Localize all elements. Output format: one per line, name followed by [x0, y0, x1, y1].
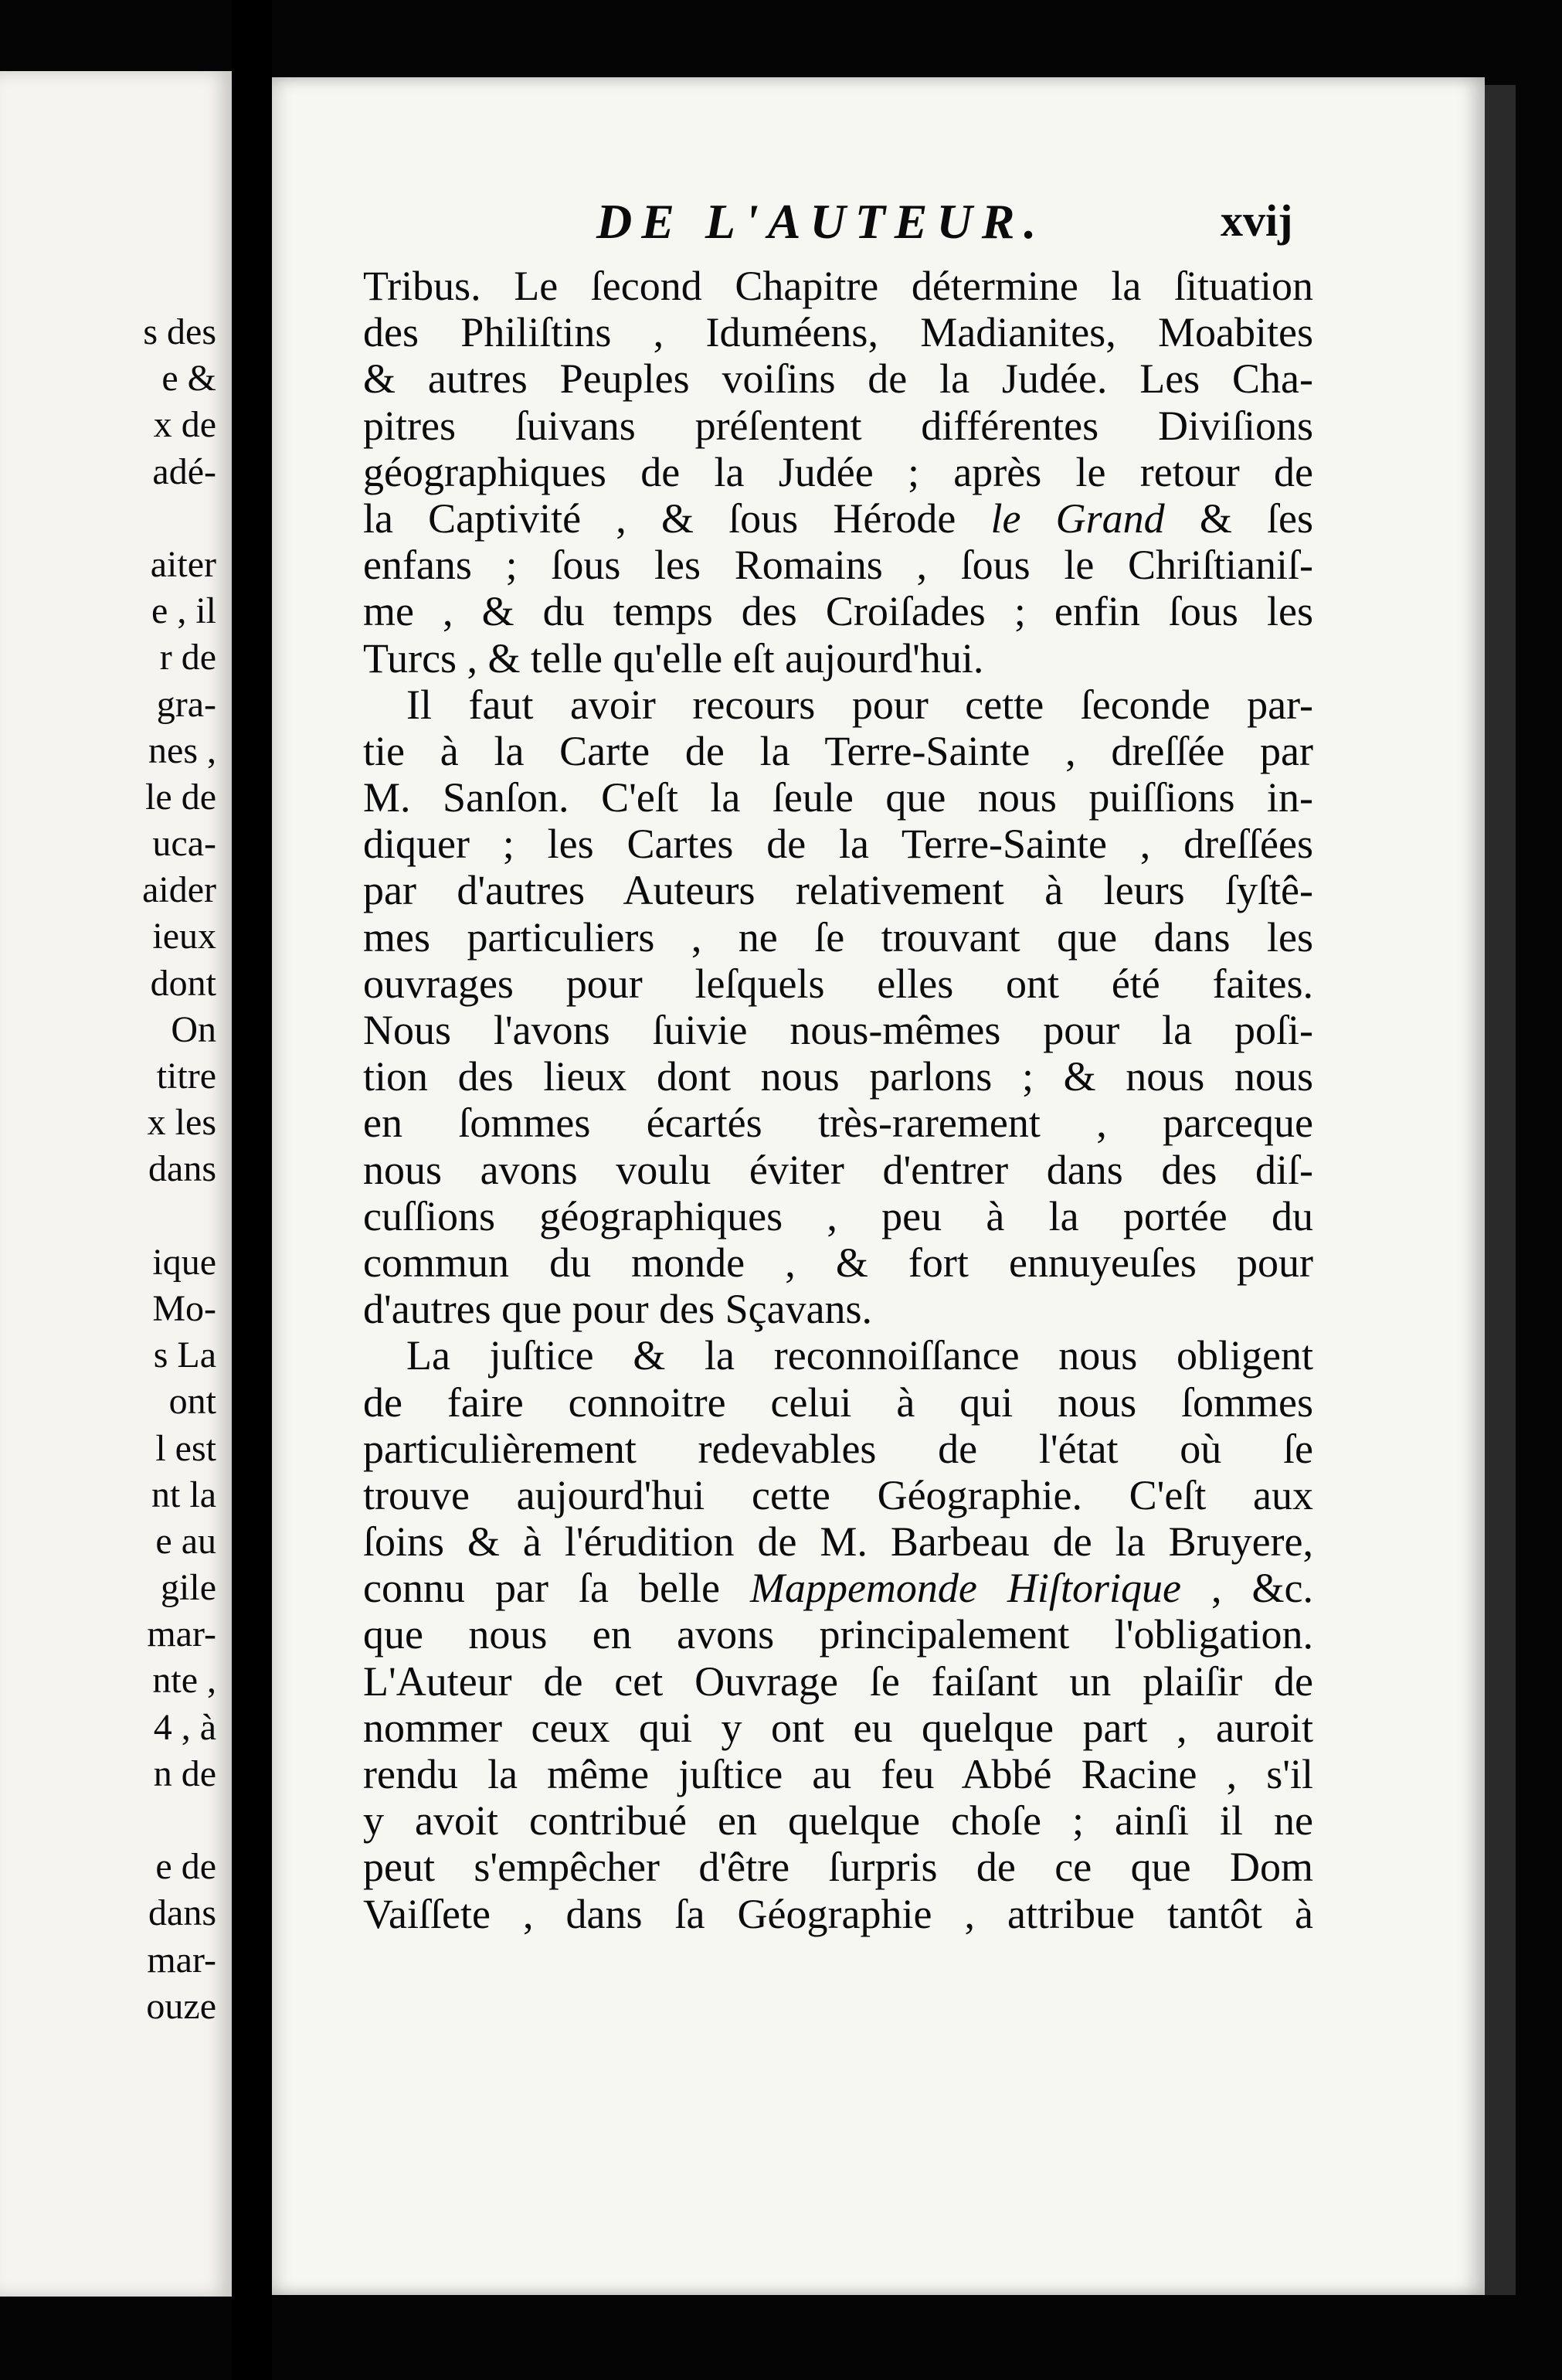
page-edge	[1485, 85, 1516, 2295]
running-head	[272, 193, 1485, 255]
text-line: d'autres que pour des Sçavans.	[363, 1286, 873, 1333]
book-gutter	[232, 0, 272, 2380]
text-line: nommer ceux qui y ont eu quelque part , auroit	[363, 1704, 1313, 1751]
text-line: connu par ſa belle Mappemonde Hiſtorique , &c.	[363, 1565, 1313, 1612]
left-page-line: nt la	[151, 1474, 216, 1515]
text-line: y avoit contribué en quelque choſe ; ainſi il ne	[363, 1797, 1313, 1844]
text-line: ſoins & à l'érudition de M. Barbeau de la Bruyere,	[363, 1518, 1313, 1566]
left-page-line: nte ,	[152, 1660, 216, 1702]
left-page-line	[142, 495, 216, 542]
left-page-line: On	[171, 1008, 216, 1050]
left-page-line: ouze	[146, 1985, 216, 2027]
right-page	[272, 77, 1485, 2295]
running-title: DE L'AUTEUR.	[596, 194, 1046, 249]
left-page-line: adé-	[152, 450, 216, 492]
text-line: pitres ſuivans préſentent différentes Diviſions	[363, 402, 1313, 449]
text-line: Turcs , & telle qu'elle eſt aujourd'hui.	[363, 634, 984, 682]
text-line: ouvrages pour leſquels elles ont été faites.	[363, 960, 1313, 1007]
page-number: xvij	[1221, 196, 1293, 246]
italic-phrase: Mappemonde Hiſtorique	[749, 1565, 1181, 1612]
text-line: mes particuliers , ne ſe trouvant que dans les	[363, 913, 1313, 960]
left-page-line	[142, 1797, 216, 1844]
left-page-fragment	[0, 71, 232, 2297]
left-page-line: dont	[150, 962, 216, 1004]
text-line: L'Auteur de cet Ouvrage ſe faiſant un plaiſir de	[363, 1658, 1313, 1705]
left-page-line: x de	[153, 404, 216, 446]
left-page-text-column	[142, 309, 216, 2030]
text-line: en ſommes écartés très-rarement , parceque	[363, 1100, 1313, 1147]
left-page-line: l est	[155, 1427, 216, 1469]
text-line: me , & du temps des Croiſades ; enfin ſous les	[363, 588, 1313, 635]
left-page-line: aiter	[150, 543, 216, 585]
text-line: nous avons voulu éviter d'entrer dans des diſ-	[363, 1146, 1313, 1193]
text-line: Il faut avoir recours pour cette ſeconde par-	[406, 681, 1313, 728]
left-page-line: titre	[156, 1056, 216, 1096]
text-line: M. Sanſon. C'eſt la ſeule que nous puiſſions in-	[363, 774, 1313, 821]
left-page-line: e au	[155, 1520, 216, 1562]
left-page-line: Mo-	[152, 1287, 216, 1329]
text-line: & autres Peuples voiſins de la Judée. Les Cha-	[363, 355, 1313, 403]
left-page-line: x les	[147, 1102, 216, 1144]
text-line: la Captivité , & ſous Hérode le Grand & ſes	[363, 495, 1313, 542]
left-page-line: ique	[152, 1241, 216, 1283]
italic-phrase: le Grand	[990, 495, 1165, 542]
text-line: diquer ; les Cartes de la Terre-Sainte , dreſſées	[363, 821, 1313, 868]
text-line: tie à la Carte de la Terre-Sainte , dreſſée par	[363, 727, 1313, 774]
left-page-line: nes ,	[148, 729, 216, 771]
left-page-line: e , il	[151, 590, 216, 632]
left-page-line: uca-	[152, 823, 216, 865]
left-page-line: s La	[153, 1334, 216, 1376]
left-page-line: 4 , à	[153, 1706, 216, 1748]
text-line: peut s'empêcher d'être ſurpris de ce que Dom	[363, 1844, 1313, 1891]
left-page-line: r de	[159, 637, 216, 678]
left-page-line: s des	[143, 311, 216, 352]
left-page-line: ieux	[152, 916, 216, 957]
left-page-line: e de	[155, 1846, 216, 1888]
left-page-line: le de	[145, 776, 216, 818]
text-line: enfans ; ſous les Romains , ſous le Chriſtianiſ-	[363, 542, 1313, 589]
text-line: La juſtice & la reconnoiſſance nous obligent	[406, 1332, 1313, 1379]
text-line: commun du monde , & fort ennuyeuſes pour	[363, 1239, 1313, 1286]
left-page-line	[142, 1193, 216, 1239]
text-line: géographiques de la Judée ; après le retour de	[363, 448, 1313, 495]
body-text	[363, 263, 1313, 1937]
left-page-line: ont	[168, 1381, 216, 1423]
text-line: tion des lieux dont nous parlons ; & nous nous	[363, 1053, 1313, 1100]
text-line: par d'autres Auteurs relativement à leurs ſyſtê-	[363, 867, 1313, 914]
text-line: Nous l'avons ſuivie nous-mêmes pour la poſi-	[363, 1007, 1313, 1053]
left-page-line: dans	[148, 1892, 216, 1934]
left-page-line: mar-	[147, 1939, 216, 1980]
text-line: que nous en avons principalement l'obligation.	[363, 1611, 1313, 1658]
left-page-line: mar-	[147, 1613, 216, 1655]
text-line: trouve aujourd'hui cette Géographie. C'eſt aux	[363, 1471, 1313, 1518]
text-line: particulièrement redevables de l'état où ſe	[363, 1425, 1313, 1472]
left-page-line: dans	[148, 1148, 216, 1190]
text-line: des Philiſtins , Iduméens, Madianites, Moabites	[363, 309, 1313, 356]
text-line: Vaiſſete , dans ſa Géographie , attribue tantôt à	[363, 1890, 1313, 1937]
text-line: cuſſions géographiques , peu à la portée du	[363, 1192, 1313, 1239]
text-line: Tribus. Le ſecond Chapitre détermine la ſituation	[363, 263, 1313, 309]
left-page-line: gile	[161, 1567, 216, 1609]
text-line: rendu la même juſtice au feu Abbé Racine , s'il	[363, 1751, 1313, 1797]
left-page-line: aider	[142, 869, 216, 911]
left-page-line: gra-	[156, 683, 216, 725]
left-page-line: e &	[161, 358, 216, 400]
text-line: de faire connoitre celui à qui nous ſommes	[363, 1379, 1313, 1426]
left-page-line: n de	[153, 1753, 216, 1794]
